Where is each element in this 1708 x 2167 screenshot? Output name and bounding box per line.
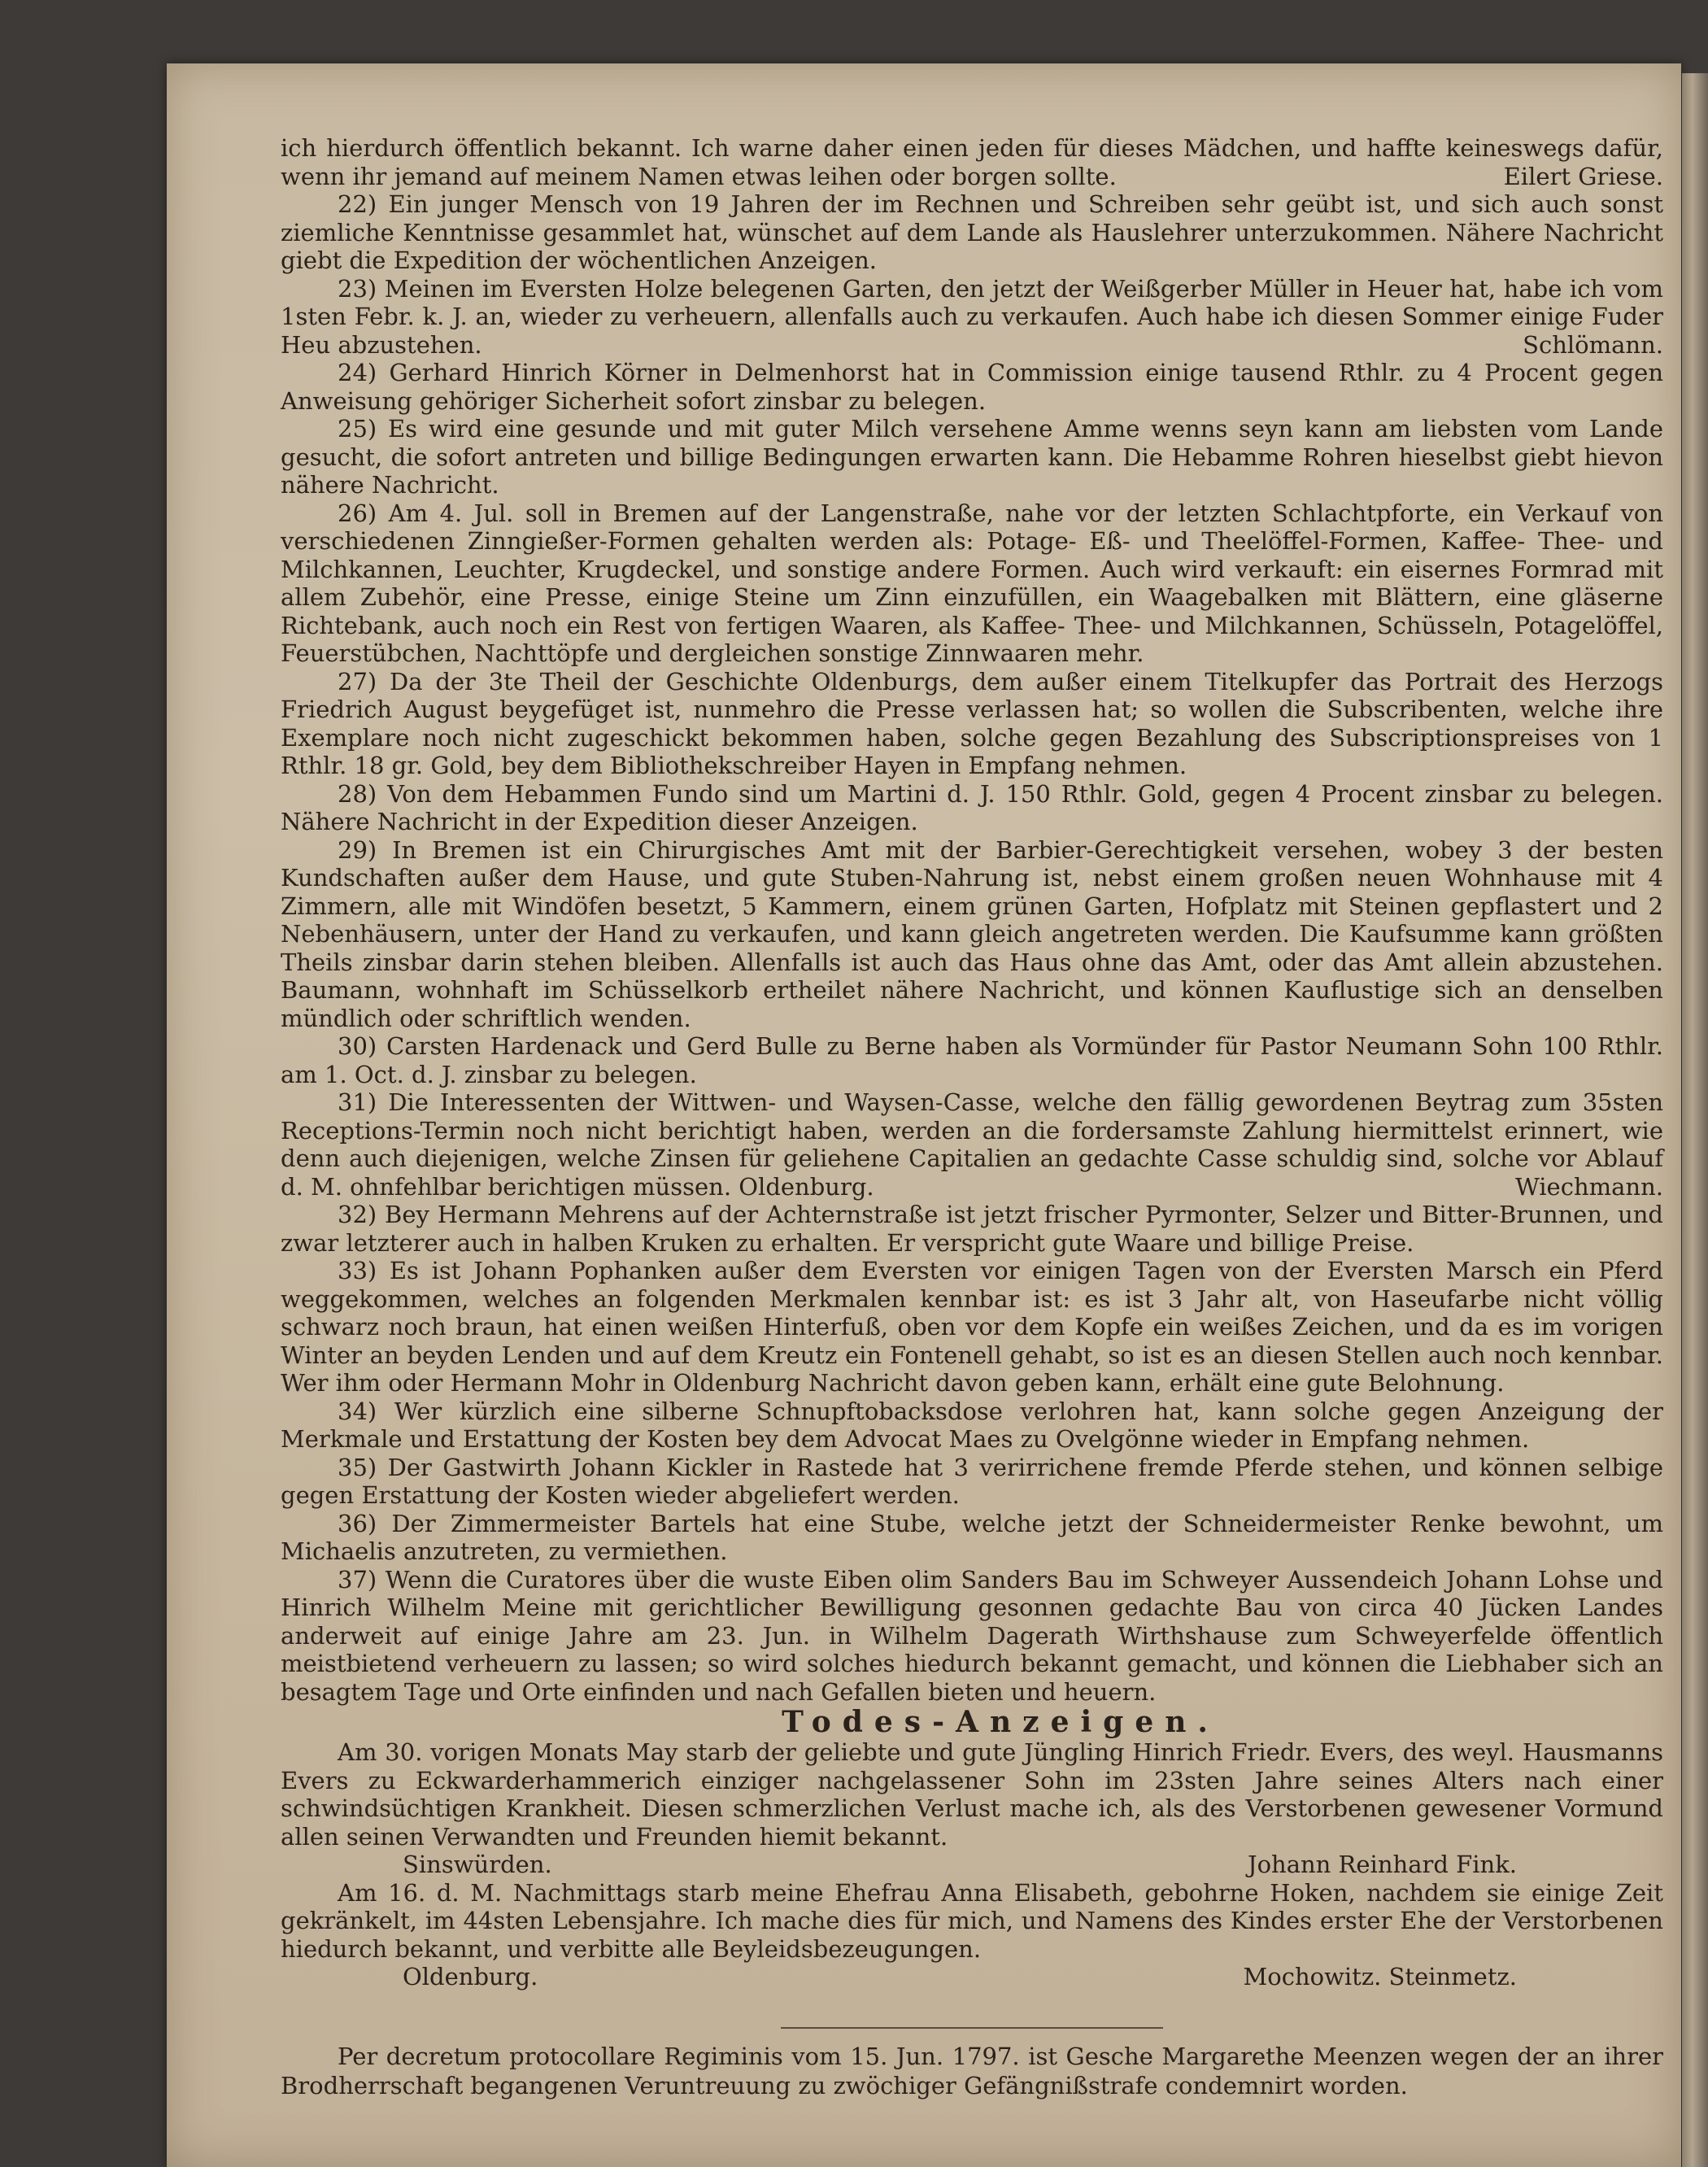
notice-25: 25) Es wird eine gesunde und mit guter Milch versehene Amme wenns seyn kann am liebsten vom Lande gesucht, die sofort antreten und billige Bedingungen erwarten kann. Die Hebamme Rohren hieselbst giebt hievon nähere Nachricht. [281, 415, 1663, 499]
death-notice-2-signature [281, 1963, 1663, 1991]
notice-37: 37) Wenn die Curatores über die wuste Eiben olim Sanders Bau im Schweyer Aussendeich Johann Lohse und Hinrich Wilhelm Meine mit gerichtlicher Bewilligung gesonnen gedachte Bau von circa 40 Jücken Landes anderweit auf einige Jahre am 23. Jun. in Wilhelm Dagerath Wirthshause zum Schweyerfelde öffentlich meistbietend verheuern zu lassen; so wird solches hiedurch bekannt gemacht, und können die Liebhaber sich an besagtem Tage und Orte einfinden und nach Gefallen bieten und heuern. [281, 1565, 1663, 1706]
decree-latin: Per decretum protocollare Regiminis [338, 2042, 783, 2070]
notice-23 [281, 275, 1663, 360]
notice-31-text: 31) Die Interessenten der Wittwen- und Waysen-Casse, welche den fällig gewordenen Beytrag zum 35sten Receptions-Termin noch nicht berichtigt haben, werden an die fordersamste Zahlung hiermittelst erinnert, wie denn auch diejenigen, welche Zinsen für geliehene Capitalien an gedachte Casse schuldig sind, solche vor Ablauf d. M. ohnfehlbar berichtigen müssen. Oldenburg. [281, 1088, 1663, 1201]
page-text [281, 134, 1663, 2100]
notice-27: 27) Da der 3te Theil der Geschichte Oldenburgs, dem außer einem Titelkupfer das Portrait des Herzogs Friedrich August beygefüget ist, nunmehro die Presse verlassen hat; so wollen die Subscribenten, welche ihre Exemplare noch nicht zugeschickt bekommen haben, solche gegen Bezahlung des Subscriptionspreises von 1 Rthlr. 18 gr. Gold, bey dem Bibliothekschreiber Hayen in Empfang nehmen. [281, 667, 1663, 779]
death-notice-1: Am 30. vorigen Monats May starb der geliebte und gute Jüngling Hinrich Friedr. Evers, des weyl. Hausmanns Evers zu Eckwarderhammerich einziger nachgelassener Sohn im 23sten Jahre seines Alters nach einer schwindsüchtigen Krankheit. Diesen schmerzlichen Verlust mache ich, als des Verstorbenen gewesener Vormund allen seinen Verwandten und Freunden hiemit bekannt. [281, 1738, 1663, 1851]
notice-30: 30) Carsten Hardenack und Gerd Bulle zu Berne haben als Vormünder für Pastor Neumann Sohn 100 Rthlr. am 1. Oct. d. J. zinsbar zu belegen. [281, 1032, 1663, 1088]
death-notice-1-signature [281, 1851, 1663, 1879]
notice-29: 29) In Bremen ist ein Chirurgisches Amt mit der Barbier-Gerechtigkeit versehen, wobey 3 der besten Kundschaften außer dem Hause, und gute Stuben-Nahrung ist, nebst einem großen neuen Wohnhause mit 4 Zimmern, alle mit Windöfen besetzt, 5 Kammern, einem grünen Garten, Hofplatz mit Steinen gepflastert und 2 Nebenhäusern, unter der Hand zu verkaufen, und kann gleich angetreten werden. Die Kaufsumme kann größten Theils zinsbar darin stehen bleiben. Allenfalls ist auch das Haus ohne das Amt, oder das Amt allein abzustehen. Baumann, wohnhaft im Schüsselkorb ertheilet nähere Nachricht, und können Kauflustige sich an denselben mündlich oder schriftlich wenden. [281, 835, 1663, 1032]
book-spine-edge [1682, 73, 1708, 2167]
notice-26: 26) Am 4. Jul. soll in Bremen auf der Langenstraße, nahe vor der letzten Schlachtpforte, ein Verkauf von verschiedenen Zinngießer-Formen gehalten werden als: Potage- Eß- und Theelöffel-Formen, Kaffee- Thee- und Milchkannen, Leuchter, Krugdeckel, und sonstige andere Formen. Auch wird verkauft: ein eisernes Formrad mit allem Zubehör, eine Presse, einige Steine um Zinn einzufüllen, ein Waagebalken mit Blättern, eine gläserne Richtebank, auch noch ein Rest von fertigen Waaren, als Kaffee- Thee- und Milchkannen, Schüsseln, Potagelöffel, Feuerstübchen, Nachttöpfe und dergleichen sonstige Zinnwaaren mehr. [281, 499, 1663, 667]
notice-23-text: 23) Meinen im Eversten Holze belegenen Garten, den jetzt der Weißgerber Müller in Heuer hat, habe ich vom 1sten Febr. k. J. an, wieder zu verheuern, allenfalls auch zu verkaufen. Auch habe ich diesen Sommer einige Fuder Heu abzustehen. [281, 274, 1663, 359]
separator-rule [781, 2027, 1163, 2029]
notice-24: 24) Gerhard Hinrich Körner in Delmenhorst hat in Commission einige tausend Rthlr. zu 4 Procent gegen Anweisung gehöriger Sicherheit sofort zinsbar zu belegen. [281, 359, 1663, 415]
decree-text: vom 15. Jun. 1797. ist Gesche Margarethe Meenzen wegen der an ihrer Brodherrschaft begangenen Veruntreuung zu zwöchiger Gefängnißstrafe condemnirt worden. [281, 2042, 1663, 2099]
notice-22: 22) Ein junger Mensch von 19 Jahren der im Rechnen und Schreiben sehr geübt ist, und sich auch sonst ziemliche Kenntnisse gesammlet hat, wünschet auf dem Lande als Hauslehrer unterzukommen. Nähere Nachricht giebt die Expedition der wöchentlichen Anzeigen. [281, 190, 1663, 274]
intro-text: ich hierdurch öffentlich bekannt. Ich warne daher einen jeden für dieses Mädchen, und haffte keineswegs dafür, wenn ihr jemand auf meinem Namen etwas leihen oder borgen sollte. [281, 134, 1663, 190]
death-notice-2: Am 16. d. M. Nachmittags starb meine Ehefrau Anna Elisabeth, gebohrne Hoken, nachdem sie einige Zeit gekränkelt, im 44sten Lebensjahre. Ich mache dies für mich, und Namens des Kindes erster Ehe der Verstorbenen hiedurch bekannt, und verbitte alle Beyleidsbezeugungen. [281, 1878, 1663, 1963]
notice-31-signature: Wiechmann. [1514, 1172, 1663, 1201]
death-notices-heading: Todes-Anzeigen. [782, 1705, 1219, 1739]
notice-31 [281, 1088, 1663, 1201]
notice-28: 28) Von dem Hebammen Fundo sind um Martini d. J. 150 Rthlr. Gold, gegen 4 Procent zinsbar zu belegen. Nähere Nachricht in der Expedition dieser Anzeigen. [281, 779, 1663, 835]
death-notice-2-signer: Mochowitz. Steinmetz. [1243, 1963, 1517, 1990]
notice-35: 35) Der Gastwirth Johann Kickler in Rastede hat 3 verirrichene fremde Pferde stehen, und können selbige gegen Erstattung der Kosten wieder abgeliefert werden. [281, 1453, 1663, 1509]
death-notice-2-place: Oldenburg. [403, 1963, 538, 1990]
notice-33: 33) Es ist Johann Pophanken außer dem Eversten vor einigen Tagen von der Eversten Marsch ein Pferd weggekommen, welches an folgenden Merkmalen kennbar ist: es ist 3 Jahr alt, von Haseufarbe nicht völlig schwarz noch braun, hat einen weißen Hinterfuß, oben vor dem Kopfe ein weißes Zeichen, und da es im vorigen Winter an beyden Lenden und auf dem Kreutz ein Fontenell gehabt, so ist es an diesen Stellen auch noch kennbar. Wer ihm oder Hermann Mohr in Oldenburg Nachricht davon geben kann, erhält eine gute Belohnung. [281, 1257, 1663, 1397]
notice-34: 34) Wer kürzlich eine silberne Schnupftobacksdose verlohren hat, kann solche gegen Anzeigung der Merkmale und Erstattung der Kosten bey dem Advocat Maes zu Ovelgönne wieder in Empfang nehmen. [281, 1397, 1663, 1453]
notice-23-signature: Schlömann. [1523, 330, 1663, 359]
notice-36: 36) Der Zimmermeister Bartels hat eine Stube, welche jetzt der Schneidermeister Renke bewohnt, um Michaelis anzutreten, zu vermiethen. [281, 1509, 1663, 1565]
death-notice-1-place: Sinswürden. [403, 1851, 552, 1878]
notice-32: 32) Bey Hermann Mehrens auf der Achternstraße ist jetzt frischer Pyrmonter, Selzer und Bitter-Brunnen, und zwar letzterer auch in halben Kruken zu erhalten. Er verspricht gute Waare und billige Preise. [281, 1201, 1663, 1257]
decree-paragraph [281, 2042, 1663, 2100]
death-notice-1-signer: Johann Reinhard Fink. [1247, 1851, 1517, 1878]
intro-signature: Eilert Griese. [1503, 162, 1663, 190]
intro-paragraph [281, 134, 1663, 190]
